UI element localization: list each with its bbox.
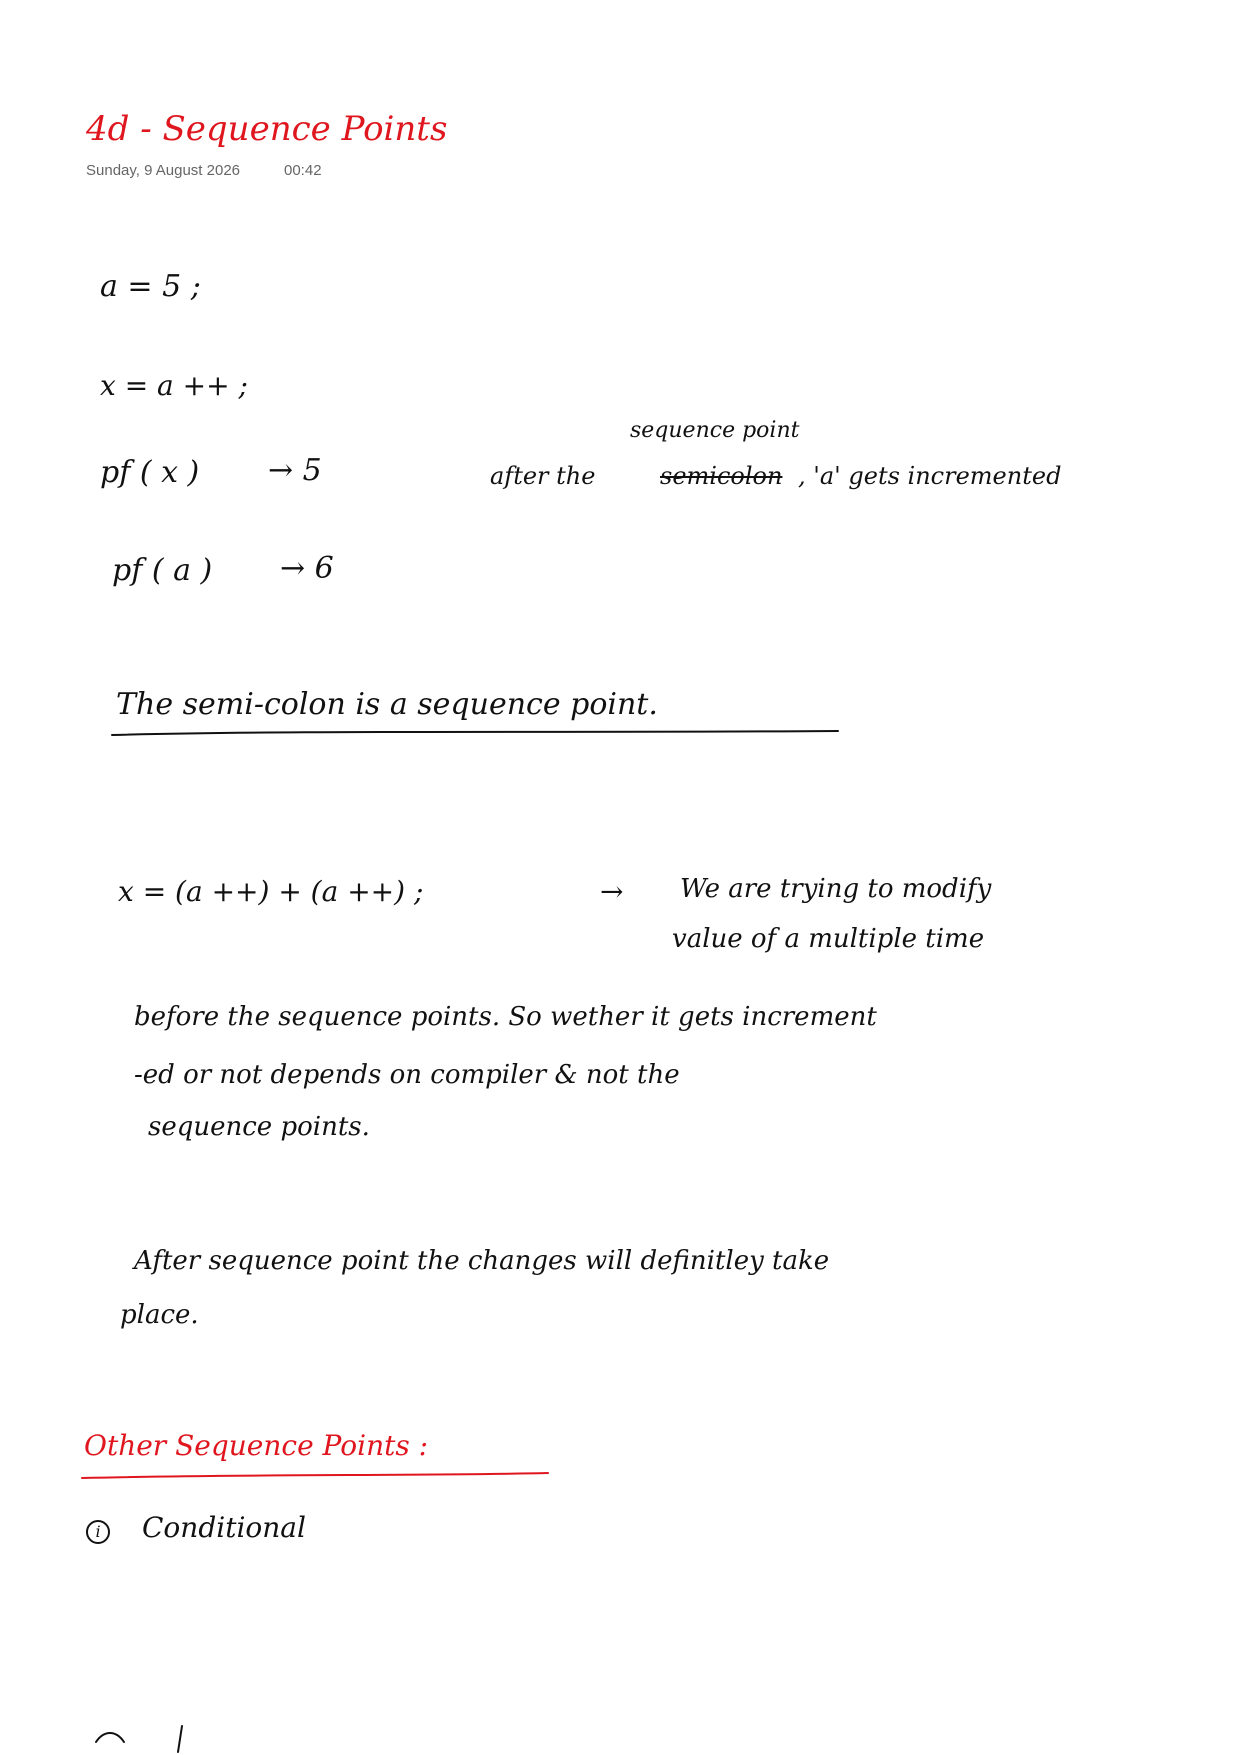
code-line-4-result: → 6 (280, 551, 334, 586)
example-expression: x = (a ++) + (a ++) ; (118, 875, 424, 908)
example-note-line-2: value of a multiple time (672, 924, 985, 954)
example-note-line-1: We are trying to modify (680, 874, 992, 904)
page-time: 00:42 (284, 162, 322, 179)
paragraph-1-line-2: -ed or not depends on compiler & not the (134, 1060, 680, 1090)
next-item-fragment-2 (178, 1726, 182, 1752)
annotation-suffix: , 'a' gets incremented (798, 462, 1062, 490)
statement-semicolon: The semi-colon is a sequence point. (116, 687, 658, 722)
next-item-fragment (96, 1733, 124, 1742)
code-line-2: x = a ++ ; (100, 369, 248, 402)
section-heading: Other Sequence Points : (84, 1429, 429, 1462)
page-title: 4d - Sequence Points (86, 109, 448, 149)
code-line-4: pf ( a ) (112, 553, 213, 588)
paragraph-2-line-1: After sequence point the changes will definitley take (134, 1246, 830, 1276)
item-number-icon: i (86, 1520, 110, 1544)
arrow-icon: → (600, 875, 624, 908)
page-date: Sunday, 9 August 2026 (86, 162, 241, 179)
item-label: Conditional (142, 1511, 306, 1544)
annotation-sequence-point: sequence point (630, 418, 800, 443)
section-underline (82, 1473, 548, 1478)
paragraph-2-line-2: place. (120, 1300, 199, 1330)
code-line-1: a = 5 ; (100, 269, 201, 304)
paragraph-1-line-1: before the sequence points. So wether it gets increment (134, 1002, 877, 1032)
annotation-struck-word: semicolon (660, 462, 783, 490)
code-line-3: pf ( x ) (100, 455, 200, 490)
paragraph-1-line-3: sequence points. (148, 1112, 370, 1142)
annotation-prefix: after the (490, 462, 596, 490)
statement-underline (112, 731, 838, 735)
code-line-3-result: → 5 (268, 453, 322, 488)
